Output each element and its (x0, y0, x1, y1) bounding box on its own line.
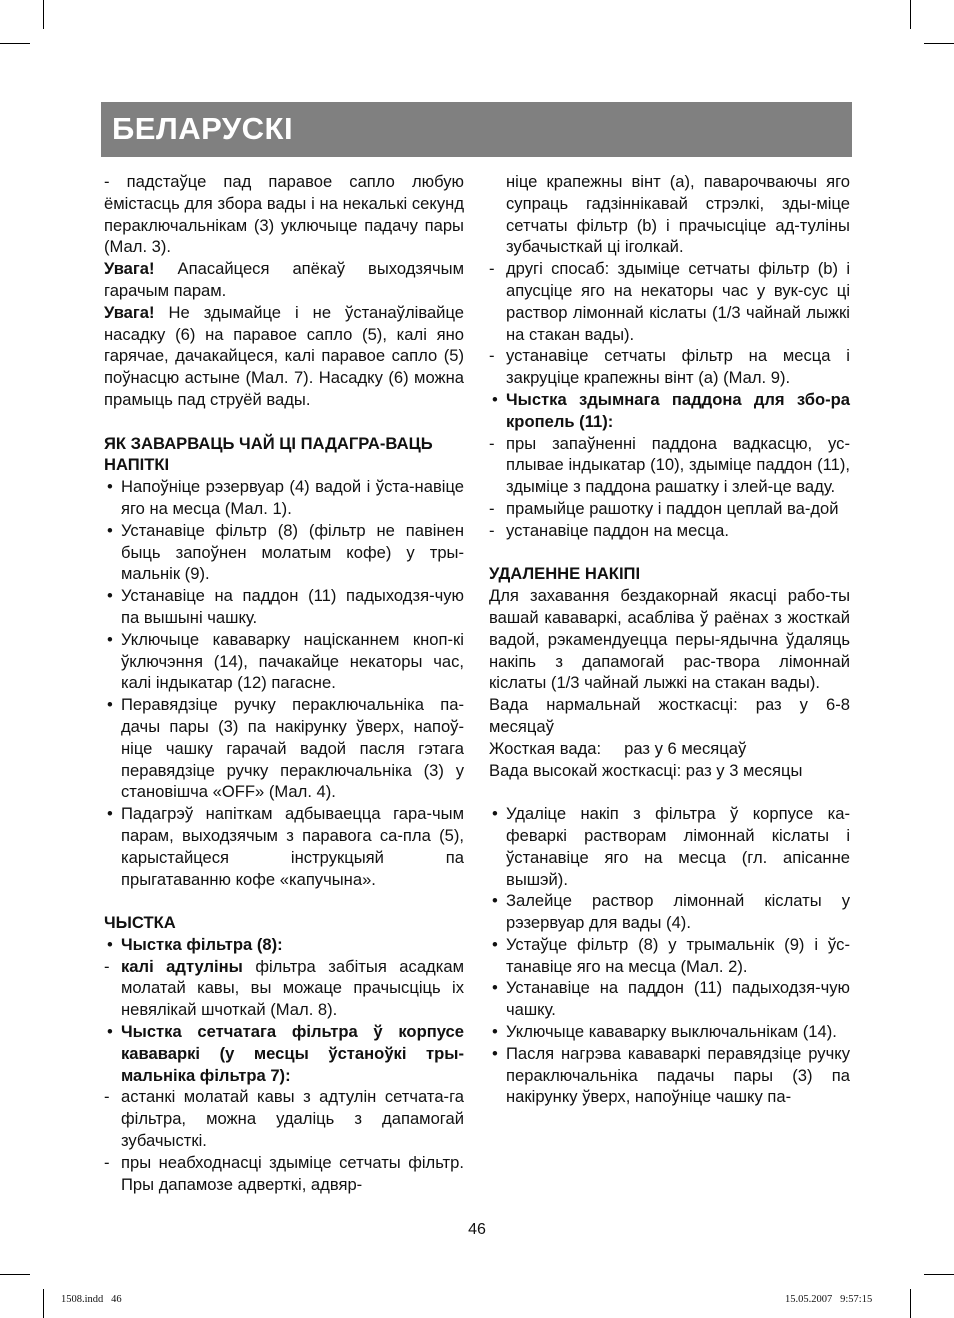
dash-item: - другі спосаб: здыміце сетчаты фільтр (b) і апусціце яго на некаторы час у вук-сус ці раствор лімоннай кіслаты (1/3 чайнай лыжкі на стакан вады). (489, 259, 850, 344)
list-item: • Чыстка здымнага паддона для збо-ра кропель (11): (492, 389, 850, 431)
list-item: • Устанавіце фільтр (8) (фільтр не павінен быць запоўнен молатым кофе) у тры-мальнік (9). (107, 520, 464, 584)
dash-item: - калі адтуліны фільтра забітыя асадкам молатай кавы, вы можаце прачысціць іх невялікай шчоткай (Мал. 8). (104, 956, 464, 1020)
dash-item: - устанавіце сетчаты фільтр на месца і закруціце крапежны вінт (a) (Мал. 9). (489, 346, 850, 388)
right-column (489, 171, 850, 1108)
section-title: БЕЛАРУСКІ (112, 111, 294, 146)
section-header (101, 102, 852, 157)
list-item: • Напоўніце рэзервуар (4) вадой і ўста-навіце яго на месца (Мал. 1). (107, 477, 464, 518)
intro-paragraph: - падстаўце пад паравое сапло любую ёмістасць для збора вады і на некалькі секунд пераключальнікам (3) уключыце падачу пары (Мал. 3). (104, 172, 464, 257)
crop-mark (910, 1289, 911, 1318)
hardness-high: Вада высокай жосткасці: раз у 3 месяцы (489, 760, 803, 780)
list-item: • Пасля нагрэва кававаркі перавядзіце ручку пераключальніка падачы пары (3) па накірунку ўверх, напоўніце чашку па- (492, 1043, 850, 1107)
list-item: • Устаўце фільтр (8) у трымальнік (9) і ўс-танавіце яго на месца (Мал. 2). (492, 934, 850, 976)
warning-label: Увага! (104, 259, 155, 279)
dash-item: - астанкі молатай кавы з адтулін сетчата-га фільтра, можна удаліць з дапамогай зубачысткі. (104, 1087, 464, 1151)
continued-text: ніце крапежны вінт (a), паварочваючы яго супраць гадзіннікавай стрэлкі, зды-міце сетчаты фільтр (b) і прачысціце ад-туліны зубачысткай ці іголкай. (506, 172, 850, 257)
print-slug-file: 1508.indd 46 (61, 1294, 122, 1305)
tea-heading: ЯК ЗАВАРВАЦЬ ЧАЙ ЦІ ПАДАГРА-ВАЦЬ НАПІТКІ (104, 433, 433, 475)
print-slug-date: 15.05.2007 9:57:15 (785, 1294, 873, 1305)
crop-mark (0, 43, 30, 44)
crop-mark (924, 43, 954, 44)
list-item: • Перавядзіце ручку пераключальніка па-дачы пары (3) па накірунку ўверх, напоў-ніце чашку гарачай вадой пасля гэтага перавядзіце ручку пераключальніка (3) у становішча «OFF» (Мал. 4). (107, 695, 464, 802)
dash-item: - пры запаўненні паддона вадкасцю, ус-плывае індыкатар (10), здыміце паддон (11), здыміце з паддона рашатку і злей-це ваду. (489, 433, 850, 497)
warning-text: Не здымайце і не ўстанаўлівайце насадку (6) на паравое сапло (5), калі яно гарячае, дачакайцеся, калі паравое сапло (5) поўнасцю астыне (Мал. 7). Насадку (6) можна прамыць пад струёй вады. (104, 302, 464, 409)
dash-item: - пры неабходнасці здыміце сетчаты фільтр. Пры дапамозе адверткі, адвяр- (104, 1152, 464, 1194)
dash-item: - устанавіце паддон на месца. (489, 520, 729, 540)
left-column (104, 171, 464, 1195)
list-item: • Залейце раствор лімоннай кіслаты у рэзервуар для вады (4). (492, 891, 850, 933)
crop-mark (910, 0, 911, 29)
list-item: • Падагрэў напіткам адбываецца гара-чым парам, выходзячым з паравога са-пла (5), карыстайцеся інструкцыяй па прыгатаванню кофе «капучына». (107, 804, 464, 889)
warning-paragraph (104, 302, 464, 411)
crop-mark (924, 1274, 954, 1275)
warning-text: Апасайцеся апёкаў выходзячым гарачым парам. (104, 259, 464, 300)
page-number: 46 (468, 1221, 486, 1238)
hardness-hard: Жосткая вада: раз у 6 месяцаў (489, 738, 747, 758)
crop-mark (43, 0, 44, 29)
descaling-paragraph: Для захавання бездакорнай якасці рабо-ты вашай кававаркі, асабліва ў раёнах з жосткай вадой, рэкамендуецца перы-ядычна ўдаляць накіпь з дапамогай рас-твора лімоннай кіслаты (1/3 чайнай лыжкі на стакан вады). (489, 586, 850, 693)
list-item: • Чыстка фільтра (8): (107, 934, 283, 954)
list-item: • Устанавіце на паддон (11) падыходзя-чую па вышыні чашку. (107, 586, 464, 627)
crop-mark (43, 1289, 44, 1318)
list-item: • Удаліце накіп з фільтра ў корпусе ка-феваркі раствoрам лімоннай кіслаты і ўстанавіце яго на месца (гл. апісанне вышэй). (492, 804, 850, 889)
descaling-heading: УДАЛЕННЕ НАКІПІ (489, 564, 641, 584)
list-item: • Уключыце кававарку націсканнем кноп-кі ўключэння (14), пачакайце некаторы час, калі індыкатар (12) пагасне. (107, 629, 464, 693)
hardness-normal: Вада нармальнай жосткасці: раз у 6-8 месяцаў (489, 695, 850, 736)
list-item: • Устанавіце на паддон (11) падыходзя-чую чашку. (492, 978, 850, 1020)
warning-label: Увага! (104, 302, 155, 322)
warning-paragraph (104, 258, 464, 302)
spacer (489, 781, 850, 803)
crop-mark (0, 1274, 30, 1275)
list-item: • Чыстка сетчатага фільтра ў корпусе кававаркі (у месцы ўстаноўкі тры-мальніка фільтра 7): (107, 1022, 464, 1085)
cleaning-heading: ЧЫСТКА (104, 913, 176, 933)
list-item: • Уключыце кававарку выключальнікам (14). (492, 1022, 837, 1042)
dash-item: - прамыйце рашотку і паддон цеплай ва-дой (489, 498, 839, 518)
